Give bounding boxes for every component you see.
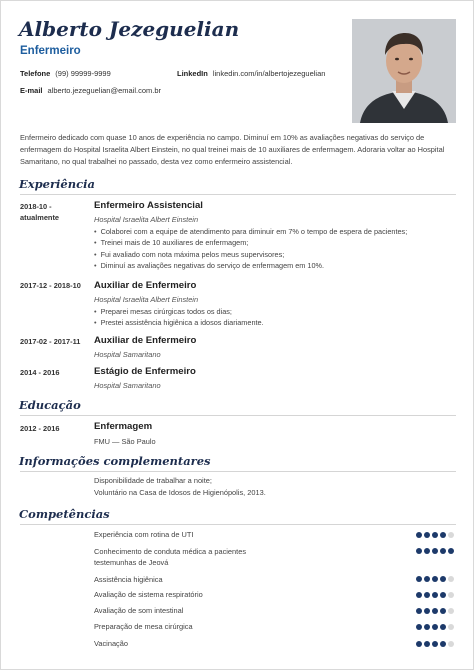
rating-dot-filled (424, 576, 430, 582)
additional-info-item: Disponibilidade de trabalhar a noite; (94, 476, 212, 485)
skill-rating (416, 608, 454, 614)
rating-dot-filled (416, 624, 422, 630)
job-date: 2017-02 - 2017-11 (20, 337, 81, 346)
linkedin-label: LinkedIn (177, 69, 208, 78)
rating-dot-filled (440, 548, 446, 554)
rating-dot-filled (432, 608, 438, 614)
candidate-name: Alberto Jezeguelian (19, 17, 240, 41)
rating-dot-filled (432, 548, 438, 554)
rating-dot-filled (432, 532, 438, 538)
rating-dot-empty (448, 532, 454, 538)
achievement-item: • Treinei mais de 10 auxiliares de enfermagem; (94, 237, 407, 248)
rating-dot-filled (440, 624, 446, 630)
achievement-item: • Preparei mesas cirúrgicas todos os dias; (94, 306, 264, 317)
job-achievements (94, 306, 264, 329)
skill-name: Conhecimento de conduta médica a pacientes testemunhas de Jeová (94, 547, 247, 567)
rating-dot-filled (432, 576, 438, 582)
job-employer: Hospital Israelita Albert Einstein (94, 215, 199, 224)
skill-name: Avaliação de som intestinal (94, 606, 184, 615)
rating-dot-empty (448, 624, 454, 630)
rating-dot-filled (416, 576, 422, 582)
job-employer: Hospital Samaritano (94, 350, 161, 359)
rating-dot-empty (448, 592, 454, 598)
job-date: 2014 - 2016 (20, 368, 60, 377)
rating-dot-filled (440, 532, 446, 538)
email-label: E-mail (20, 86, 43, 95)
section-title-skills: Competências (19, 507, 110, 521)
section-divider (20, 524, 456, 525)
education-school: FMU — São Paulo (94, 437, 156, 446)
section-title-experience: Experiência (19, 177, 95, 191)
job-date-start: 2018-10 - (20, 202, 52, 211)
rating-dot-filled (424, 548, 430, 554)
skill-rating (416, 592, 454, 598)
skill-name: Assistência higiênica (94, 575, 163, 584)
phone-label: Telefone (20, 69, 51, 78)
section-divider (20, 194, 456, 195)
phone-value: (99) 99999-9999 (55, 69, 111, 78)
skill-rating (416, 576, 454, 582)
linkedin-contact (177, 69, 325, 78)
job-employer: Hospital Samaritano (94, 381, 161, 390)
rating-dot-filled (440, 608, 446, 614)
section-divider (20, 415, 456, 416)
rating-dot-filled (440, 576, 446, 582)
skill-name: Preparação de mesa cirúrgica (94, 622, 193, 631)
section-title-education: Educação (19, 398, 81, 412)
skill-rating (416, 641, 454, 647)
education-course: Enfermagem (94, 421, 153, 432)
email-contact (20, 86, 161, 95)
achievement-item: • Diminuí as avaliações negativas do serviço de enfermagem em 10%. (94, 260, 407, 271)
job-date: 2017-12 - 2018-10 (20, 281, 81, 290)
achievement-item: • Fui avaliado com nota máxima pelos meus supervisores; (94, 249, 407, 260)
skill-rating (416, 548, 454, 554)
achievement-item: • Prestei assistência higiênica a idosos diariamente. (94, 317, 264, 328)
job-title: Enfermeiro (20, 45, 81, 57)
linkedin-link[interactable]: linkedin.com/in/albertojezeguelian (212, 69, 326, 78)
skill-rating (416, 624, 454, 630)
rating-dot-empty (448, 641, 454, 647)
job-role: Auxiliar de Enfermeiro (94, 280, 197, 291)
email-link[interactable]: alberto.jezeguelian@email.com.br (47, 86, 162, 95)
section-title-additional: Informações complementares (19, 454, 211, 468)
rating-dot-filled (424, 592, 430, 598)
skill-rating (416, 532, 454, 538)
rating-dot-filled (448, 548, 454, 554)
job-role: Estágio de Enfermeiro (94, 366, 196, 377)
rating-dot-filled (432, 592, 438, 598)
rating-dot-filled (416, 548, 422, 554)
rating-dot-filled (432, 641, 438, 647)
job-achievements (94, 226, 407, 271)
job-role: Auxiliar de Enfermeiro (94, 335, 197, 346)
section-divider (20, 471, 456, 472)
phone-contact (20, 69, 111, 78)
additional-info-item: Voluntário na Casa de Idosos de Higienópolis, 2013. (94, 488, 266, 497)
rating-dot-filled (424, 608, 430, 614)
rating-dot-filled (416, 641, 422, 647)
achievement-item: • Colaborei com a equipe de atendimento para diminuir em 7% o tempo de espera de pacientes; (94, 226, 407, 237)
professional-summary: Enfermeiro dedicado com quase 10 anos de experiência no campo. Diminuí em 10% as avaliações negativas do serviço de enfermagem do Hospital Israelita Albert Einstein, no qual treinei mais de 10 auxiliares de enfermagem. Adoraria voltar ao Hospital Samaritano, no qual trabalhei no passado, desta vez como enfermeiro assistencial. (20, 133, 445, 166)
rating-dot-filled (424, 641, 430, 647)
skill-name: Experiência com rotina de UTI (94, 530, 194, 539)
rating-dot-filled (432, 624, 438, 630)
rating-dot-filled (424, 532, 430, 538)
rating-dot-empty (448, 576, 454, 582)
rating-dot-filled (424, 624, 430, 630)
rating-dot-filled (440, 641, 446, 647)
skill-name: Vacinação (94, 639, 128, 648)
profile-photo (352, 19, 456, 123)
education-date: 2012 - 2016 (20, 424, 60, 433)
rating-dot-empty (448, 608, 454, 614)
skill-name: Avaliação de sistema respiratório (94, 590, 203, 599)
rating-dot-filled (416, 608, 422, 614)
job-employer: Hospital Israelita Albert Einstein (94, 295, 199, 304)
job-date-end: atualmente (20, 213, 60, 222)
rating-dot-filled (416, 532, 422, 538)
rating-dot-filled (416, 592, 422, 598)
rating-dot-filled (440, 592, 446, 598)
job-date (20, 201, 59, 223)
job-role: Enfermeiro Assistencial (94, 200, 203, 211)
